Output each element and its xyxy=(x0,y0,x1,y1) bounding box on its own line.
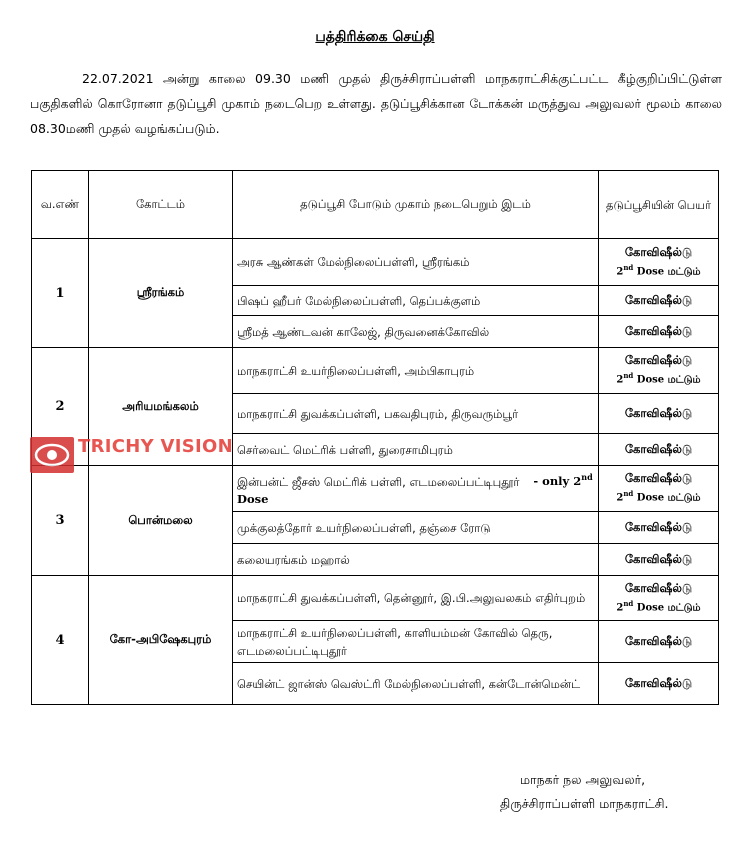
location-text: கலையரங்கம் மஹால் xyxy=(237,552,350,567)
header-location: தடுப்பூசி போடும் முகாம் நடைபெறும் இடம் xyxy=(233,171,599,239)
zone-cell: கோ-அபிஷேகபுரம் xyxy=(89,576,233,705)
dose-ordinal: 2 xyxy=(616,492,624,504)
vaccine-cell xyxy=(599,544,719,576)
watermark-text xyxy=(78,436,233,471)
zone-cell: ஸ்ரீரங்கம் xyxy=(89,239,233,348)
serial-cell: 3 xyxy=(32,466,89,576)
header-serial: வ.எண் xyxy=(32,171,89,239)
signature-line-1: மாநகர் நல அலுவலர், xyxy=(520,772,646,787)
location-text: மாநகராட்சி துவக்கப்பள்ளி, பகவதிபுரம், திருவரும்பூர் xyxy=(237,406,519,421)
vaccine-cell xyxy=(599,316,719,348)
vaccine-cell xyxy=(599,394,719,434)
table-row xyxy=(32,576,719,621)
location-text: மாநகராட்சி உயர்நிலைப்பள்ளி, அம்பிகாபுரம் xyxy=(237,363,475,378)
title-text: பத்திரிக்கை செய்தி xyxy=(315,29,435,45)
dose-text: Dose மட்டும் xyxy=(633,492,701,504)
table-row xyxy=(32,348,719,394)
location-cell xyxy=(233,544,599,576)
dose-text: Dose மட்டும் xyxy=(633,602,701,614)
location-text: பிஷப் ஹீபர் மேல்நிலைப்பள்ளி, தெப்பக்குளம் xyxy=(237,293,481,308)
vaccine-cell xyxy=(599,434,719,466)
zone-cell: பொன்மலை xyxy=(89,466,233,576)
dose-ordinal-suffix: nd xyxy=(623,262,634,272)
dose-ordinal-suffix: nd xyxy=(623,598,634,608)
table-header xyxy=(32,171,719,239)
serial-cell: 4 xyxy=(32,576,89,705)
location-text: மாநகராட்சி துவக்கப்பள்ளி, தென்னூர், இ.பி.அலுவலகம் எதிர்புறம் xyxy=(237,591,586,605)
dose-note xyxy=(603,368,714,387)
dose-note xyxy=(603,596,714,615)
intro-paragraph: 22.07.2021 அன்று காலை 09.30 மணி முதல் திருச்சிராப்பள்ளி மாநகராட்சிக்குட்பட்ட கீழ்குறிப்பிட்டுள்ள பகுதிகளில் கொரோனா தடுப்பூசி முகாம் நடைபெற உள்ளது. தடுப்பூசிக்கான டோக்கன் மருத்துவ அலுவலர் மூலம் காலை 08.30மணி முதல் வழங்கப்படும். xyxy=(30,71,722,136)
vaccine-name: கோவிஷீல்டு xyxy=(624,442,693,456)
dose-ordinal-suffix: nd xyxy=(623,489,634,499)
press-release-title xyxy=(0,26,750,47)
dose-note xyxy=(603,260,714,279)
header-zone: கோட்டம் xyxy=(89,171,233,239)
dose-note xyxy=(603,486,714,505)
vaccine-name: கோவிஷீல்டு xyxy=(624,353,693,368)
vaccine-name: கோவிஷீல்டு xyxy=(624,520,693,534)
serial-cell: 2 xyxy=(32,348,89,466)
location-cell xyxy=(233,239,599,286)
vaccine-cell xyxy=(599,286,719,316)
zone-cell: அரியமங்கலம் xyxy=(89,348,233,466)
vaccine-name: கோவிஷீல்டு xyxy=(624,406,693,420)
vaccine-name: கோவிஷீல்டு xyxy=(624,676,693,690)
vaccine-name: கோவிஷீல்டு xyxy=(624,324,693,338)
vaccine-name: கோவிஷீல்டு xyxy=(624,293,693,307)
location-cell xyxy=(233,512,599,544)
vaccine-cell xyxy=(599,466,719,512)
dose-ordinal-suffix: nd xyxy=(623,371,634,381)
table-row xyxy=(32,239,719,286)
location-cell xyxy=(233,466,599,512)
trichy-vision-watermark xyxy=(30,437,233,473)
location-cell xyxy=(233,316,599,348)
header-row xyxy=(32,171,719,239)
vaccine-name: கோவிஷீல்டு xyxy=(624,552,693,566)
dose-ordinal: 2 xyxy=(616,266,624,278)
location-text: செர்வைட் மெட்ரிக் பள்ளி, துரைசாமிபுரம் xyxy=(237,442,453,457)
note-ordinal-suffix: nd xyxy=(581,472,593,483)
note-prefix: - only 2 xyxy=(533,474,582,489)
vaccine-name: கோவிஷீல்டு xyxy=(624,634,693,648)
location-cell xyxy=(233,576,599,621)
dose-text: Dose மட்டும் xyxy=(633,266,701,278)
note-suffix: Dose xyxy=(237,492,269,507)
vaccine-cell xyxy=(599,663,719,705)
location-cell xyxy=(233,663,599,705)
trichy-vision-logo-icon xyxy=(30,437,74,473)
dose-ordinal: 2 xyxy=(616,374,624,386)
dose-ordinal: 2 xyxy=(616,602,624,614)
location-text: மாநகராட்சி உயர்நிலைப்பள்ளி, காளியம்மன் கோவில் தெரு, எடமலைப்பட்டிபுதூர் xyxy=(237,625,553,658)
dose-text: Dose மட்டும் xyxy=(633,374,701,386)
signature-line-2: திருச்சிராப்பள்ளி மாநகராட்சி. xyxy=(500,796,669,811)
vaccine-name: கோவிஷீல்டு xyxy=(624,244,693,259)
vaccine-cell xyxy=(599,621,719,663)
location-text: அரசு ஆண்கள் மேல்நிலைப்பள்ளி, ஸ்ரீரங்கம் xyxy=(237,255,470,269)
location-text: இன்பன்ட் ஜீசஸ் மெட்ரிக் பள்ளி, எடமலைப்பட்டிபுதூர் xyxy=(237,474,520,489)
location-cell xyxy=(233,286,599,316)
watermark-brand: TRICHY VISION xyxy=(78,436,233,457)
vaccine-name: கோவிஷீல்டு xyxy=(624,580,693,595)
location-cell xyxy=(233,394,599,434)
vaccine-name: கோவிஷீல்டு xyxy=(624,471,693,486)
location-cell xyxy=(233,348,599,394)
watermark-tagline xyxy=(78,455,233,471)
location-cell xyxy=(233,434,599,466)
header-vaccine: தடுப்பூசியின் பெயர் xyxy=(599,171,719,239)
signature-block xyxy=(500,768,720,816)
location-text: முக்குலத்தோர் உயர்நிலைப்பள்ளி, தஞ்சை ரோடு xyxy=(237,520,491,535)
location-text: செயின்ட் ஜான்ஸ் வெஸ்ட்ரி மேல்நிலைப்பள்ளி, கன்டோன்மென்ட் xyxy=(237,676,581,691)
location-cell xyxy=(233,621,599,663)
serial-cell: 1 xyxy=(32,239,89,348)
vaccine-cell xyxy=(599,512,719,544)
vaccine-cell xyxy=(599,239,719,286)
location-text: ஸ்ரீமத் ஆண்டவன் காலேஜ், திருவனைக்கோவில் xyxy=(237,324,490,339)
vaccine-cell xyxy=(599,576,719,621)
vaccine-cell xyxy=(599,348,719,394)
